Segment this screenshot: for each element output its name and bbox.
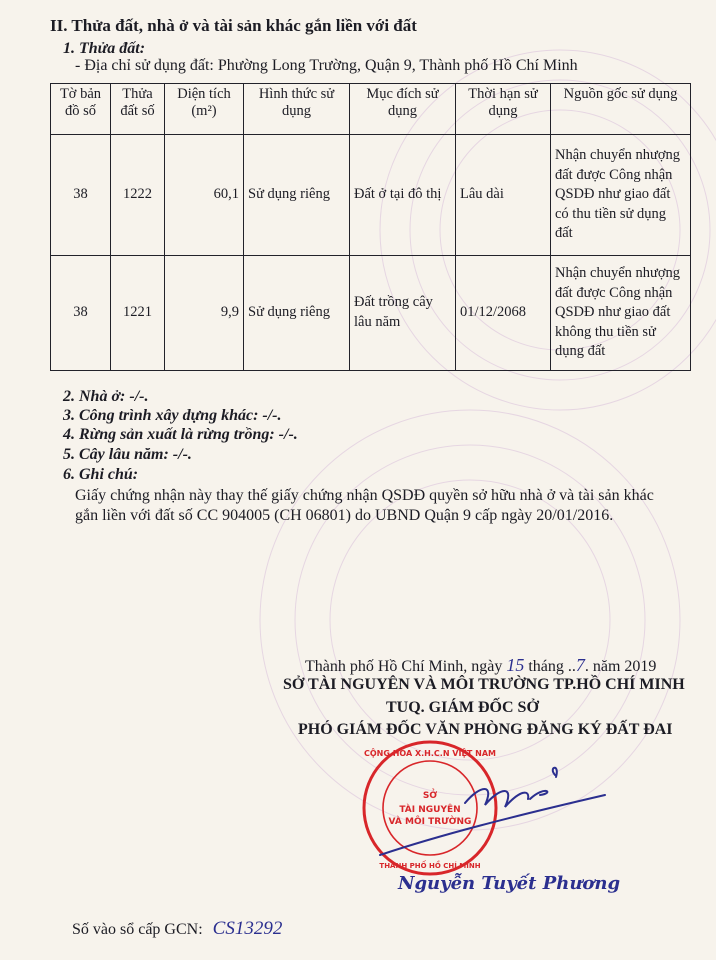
signer-name: Nguyễn Tuyết Phương <box>398 873 621 894</box>
svg-text:VÀ MÔI TRƯỜNG: VÀ MÔI TRƯỜNG <box>388 817 472 827</box>
place-date-line: Thành phố Hồ Chí Minh, ngày 15 tháng ..7. năm 2019 <box>305 655 657 675</box>
cell-use-form: Sử dụng riêng <box>244 256 350 371</box>
item-perennial: 5. Cây lâu năm: -/-. <box>63 446 192 463</box>
sign-month: 7 <box>575 655 585 675</box>
cell-map-sheet: 38 <box>51 256 111 371</box>
section-title: II. Thửa đất, nhà ở và tài sản khác gắn liền với đất <box>50 16 417 35</box>
cell-term: 01/12/2068 <box>456 256 551 371</box>
cell-purpose: Đất ở tại đô thị <box>350 135 456 256</box>
land-heading: 1. Thửa đất: <box>63 40 146 57</box>
department-name: SỞ TÀI NGUYÊN VÀ MÔI TRƯỜNG TP.HỒ CHÍ MINH <box>283 676 685 693</box>
item-house: 2. Nhà ở: -/-. <box>63 388 149 405</box>
cell-parcel: 1221 <box>111 256 165 371</box>
cell-area: 60,1 <box>165 135 244 256</box>
cell-use-form: Sử dụng riêng <box>244 135 350 256</box>
svg-text:CỘNG HÒA X.H.C.N VIỆT NAM: CỘNG HÒA X.H.C.N VIỆT NAM <box>363 749 497 758</box>
sign-year: 2019 <box>624 658 657 675</box>
item-notes-heading: 6. Ghi chú: <box>63 466 139 483</box>
cell-map-sheet: 38 <box>51 135 111 256</box>
header-term: Thời hạn sử dụng <box>456 84 551 135</box>
svg-text:SỞ: SỞ <box>422 791 438 801</box>
signature-icon <box>370 755 610 865</box>
registry-label: Số vào sổ cấp GCN: <box>72 921 203 938</box>
cell-origin: Nhận chuyển nhượng đất được Công nhận QSDĐ như giao đất không thu tiền sử dụng đất <box>551 256 691 371</box>
cell-area: 9,9 <box>165 256 244 371</box>
header-parcel: Thửa đất số <box>111 84 165 135</box>
item-forest: 4. Rừng sản xuất là rừng trồng: -/-. <box>63 426 298 443</box>
land-address: - Địa chỉ sử dụng đất: Phường Long Trường, Quận 9, Thành phố Hồ Chí Minh <box>75 57 578 74</box>
header-use-form: Hình thức sử dụng <box>244 84 350 135</box>
year-label: năm <box>592 658 621 675</box>
land-parcel-table <box>50 83 691 371</box>
registry-number <box>72 918 282 940</box>
note-text: Giấy chứng nhận này thay thế giấy chứng nhận QSDĐ quyền sở hữu nhà ở và tài sản khác gắn liền với đất số CC 904005 (CH 06801) do UBND Quận 9 cấp ngày 20/01/2016. <box>75 487 654 525</box>
table-row <box>51 256 691 371</box>
header-origin: Nguồn gốc sử dụng <box>551 84 691 135</box>
cell-term: Lâu dài <box>456 135 551 256</box>
cell-purpose: Đất trồng cây lâu năm <box>350 256 456 371</box>
item-construction: 3. Công trình xây dựng khác: -/-. <box>63 407 282 424</box>
table-row <box>51 135 691 256</box>
svg-text:THÀNH PHỐ HỒ CHÍ MINH: THÀNH PHỐ HỒ CHÍ MINH <box>379 862 481 870</box>
signer-position: PHÓ GIÁM ĐỐC VĂN PHÒNG ĐĂNG KÝ ĐẤT ĐAI <box>298 721 673 738</box>
header-area: Diện tích (m²) <box>165 84 244 135</box>
cell-parcel: 1222 <box>111 135 165 256</box>
registry-value: CS13292 <box>212 918 283 939</box>
table-header-row <box>51 84 691 135</box>
place-prefix: Thành phố Hồ Chí Minh, ngày <box>305 658 503 675</box>
header-purpose: Mục đích sử dụng <box>350 84 456 135</box>
month-label: tháng <box>528 658 564 675</box>
on-behalf-title: TUQ. GIÁM ĐỐC SỞ <box>386 699 539 716</box>
svg-text:TÀI NGUYÊN: TÀI NGUYÊN <box>399 805 461 815</box>
sign-day: 15 <box>506 655 525 675</box>
header-map-sheet: Tờ bản đồ số <box>51 84 111 135</box>
cell-origin: Nhận chuyển nhượng đất được Công nhận QSDĐ như giao đất có thu tiền sử dụng đất <box>551 135 691 256</box>
